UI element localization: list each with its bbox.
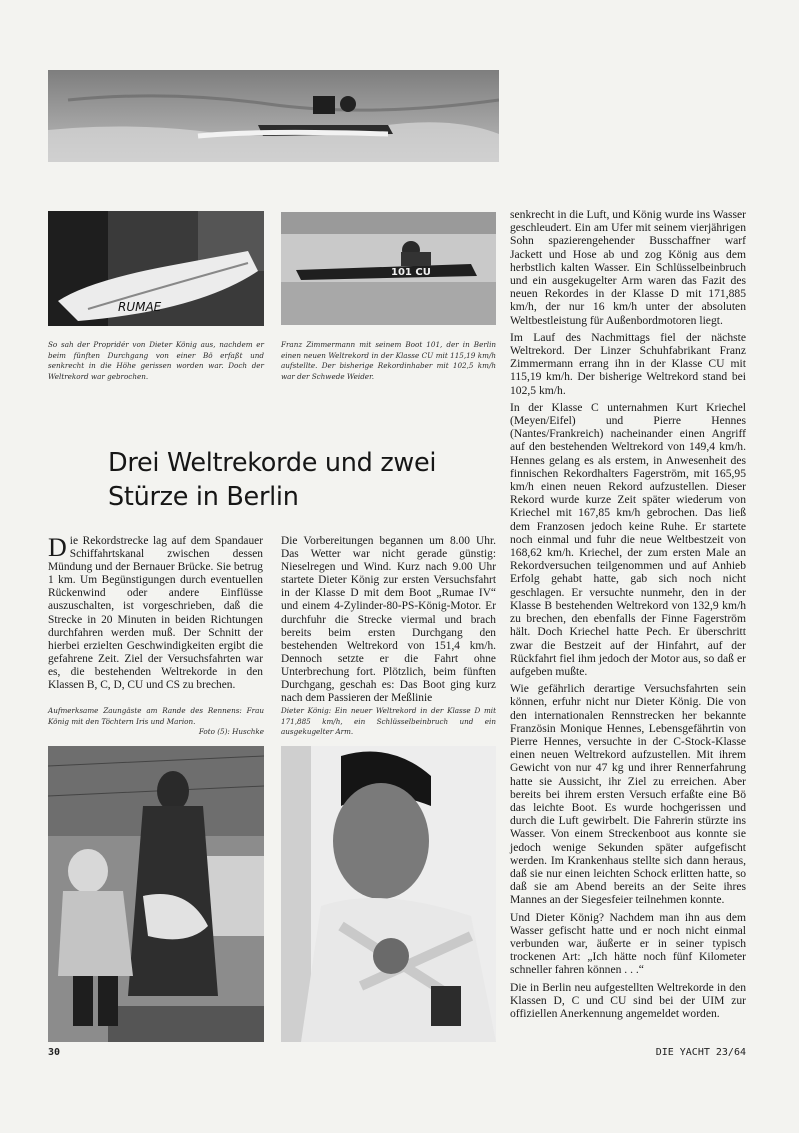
paragraph-text: ie Rekordstrecke lag auf dem Spandauer Schiffahrtskanal zwischen dessen Mündung und der Bernauer Brücke. Sie betrug 1 km. Um Begünstigungen durch eventuellen Rückenwind oder andere Einflüsse auszuschalten, ist vorgeschrieben, daß die Strecke in 20 Minuten in beiden Richtungen durchfahren werden muß. Der Schnitt der hierbei erzielten Geschwindigkeiten ergibt die gefahrene Zeit. Ziel der Versuchsfahrten war es, die bestehenden Weltrekorde in den Klassen B, C, D, CU und CS zu brechen. [48,535,263,692]
koenig-caption: Dieter König: Ein neuer Weltrekord in der Klasse D mit 171,885 km/h, ein Schlüsselbeinbruch und ein ausgekugelter Arm. [281,706,496,737]
photo-credit: Foto (5): Huschke [198,727,264,737]
top-banner-photo [48,70,499,162]
rumae-crash-photo [48,211,264,326]
spectators-photo-icon [48,746,264,1042]
article-column-1 [48,535,263,696]
article-paragraph: In der Klasse C unternahmen Kurt Kriechel (Meyen/Eifel) und Pierre Hennes (Nantes/Frankreich) nacheinander einen Angriff auf den bestehenden Weltrekord von 149,4 km/h. Hennes gelang es als erstem, in Anwesenheit des finnischen Rekordhalters Fagerström, mit 165,95 km/h einen neuen Rekord aufzustellen. Dieser Rekord wurde kurze Zeit später wiederum von Kriechel mit 167,85 km/h gebrochen. Das ließ dem Franzosen jedoch keine Ruhe. Er startete noch einmal und fuhr die neue Weltbestzeit von 168,62 km/h. Kriechel, der zum ersten Male an Rekordversuchen teilgenommen und auf Anhieb Erfolg gehabt hatte, gab sich noch nicht geschlagen. Er versuchte nunmehr, den in der Klasse B bestehenden Weltrekord von 132,9 km/h zu brechen, den ebenfalls der Finne Fagerström hält. Doch Kriechel hatte Pech. Er überschritt zwar die Bestzeit auf der Hinfahrt, auf der Rückfahrt fiel ihm jedoch der Motor aus, so daß er aufgeben mußte. [510,400,746,678]
article-paragraph: Im Lauf des Nachmittags fiel der nächste Weltrekord. Der Linzer Schuhfabrikant Franz Zimmermann errang ihn in der Klasse CU mit 115,19 km/h. Der bisherige Weltrekord stand bei 102,5 km/h. [510,330,746,397]
boat-101-caption: Franz Zimmermann mit seinem Boot 101, der in Berlin einen neuen Weltrekord in der Klasse CU mit 115,19 km/h aufstellte. Der bisherige Rekordinhaber mit 102,5 km/h war der Schwede Weider. [281,340,496,381]
capsized-boat-photo-icon [48,211,264,326]
article-column-2 [281,535,496,709]
magazine-issue: DIE YACHT 23/64 [655,1047,746,1058]
spectators-photo [48,746,264,1042]
injured-driver-photo-icon [281,746,496,1042]
speedboat-photo-icon [48,70,499,162]
spectators-caption-text: Aufmerksame Zaungäste am Rande des Rennens: Frau König mit den Töchtern Iris und Marion. [48,706,264,726]
article-paragraph [48,535,263,692]
koenig-photo [281,746,496,1042]
racing-boat-photo-icon [281,212,496,325]
page-number: 30 [48,1047,61,1058]
article-paragraph: senkrecht in die Luft, und König wurde ins Wasser geschleudert. Ein am Ufer mit seinem vierjährigen Sohn spazierengehender Busschaffner warf Jackett und Hose ab und zog König aus dem herbstlich kalten Wasser. Ein Schlüsselbeinbruch und ein ausgekugelter Arm waren das Fazit des neuen Rekordes in der Klasse D mit 171,885 km/h, der nur 16 km/h unter der absoluten Weltbestleistung für Außenbordmotoren liegt. [510,208,746,327]
rumae-hull-text: RUMAE [118,300,162,314]
boat-101-photo [281,212,496,325]
rumae-photo-caption: So sah der Propridér von Dieter König aus, nachdem er beim fünften Durchgang von einer Bö erfaßt und senkrecht in die Höhe gerissen worden war. Doch der Weltrekord war gebrochen. [48,340,264,381]
article-column-3 [510,208,746,1024]
spectators-caption [48,706,264,738]
article-paragraph: Und Dieter König? Nachdem man ihn aus dem Wasser gefischt hatte und er noch nicht einmal verbunden war, äußerte er in seiner typisch trockenen Art: „Ich hätte noch fünf Kilometer schneller fahren können . . .“ [510,910,746,977]
article-paragraph: Die in Berlin neu aufgestellten Weltrekorde in den Klassen D, C und CU sind bei der UIM zur offiziellen Anerkennung angemeldet worden. [510,980,746,1020]
article-paragraph: Die Vorbereitungen begannen um 8.00 Uhr. Das Wetter war nicht gerade günstig: Nieselregen und Wind. Kurz nach 9.00 Uhr startete Dieter König zur ersten Versuchsfahrt in der Klasse D mit dem Boot „Rumae IV“ und einem 4-Zylinder-80-PS-König-Motor. Er durchfuhr die Strecke viermal und brach bereits beim ersten Durchgang den bestehenden Weltrekord von 151,4 km/h. Dennoch setzte er die Fahrt ohne Unterbrechung fort. Plötzlich, beim fünften Durchgang, geschah es: Das Boot ging kurz nach dem Passieren der Meßlinie [281,535,496,705]
boat-101-hull-text: 101 CU [391,267,431,278]
article-headline: Drei Weltrekorde und zwei Stürze in Berlin [108,448,437,512]
article-paragraph: Wie gefährlich derartige Versuchsfahrten sein können, erfuhr nicht nur Dieter König. Die von den internationalen Rennstrecken her bekannte Französin Monique Hennes, Lebensgefährtin von Pierre Hennes, versuchte in der C-Stock-Klasse einen neuen Weltrekord aufzustellen. Mit ihrem Gewicht von nur 47 kg und ihrer Rennerfahrung hatte sie Aussicht, ihr Ziel zu erreichen. Aber bereits bei ihrem ersten Versuch erfaßte eine Bö das leichte Boot. Es wurde hochgerissen und durch die Luft gewirbelt. Die Fahrerin stürzte ins Wasser. Von einem Streckenboot aus konnte sie jedoch wenige Sekunden später aufgefischt werden. Im Krankenhaus stellte sich dann heraus, daß sie nur einen leichten Schock erlitten hatte, so daß sie am Abend bereits an der Seite ihres Mannes an der Siegesfeier teilnehmen konnte. [510,682,746,907]
drop-cap: D [48,533,67,562]
